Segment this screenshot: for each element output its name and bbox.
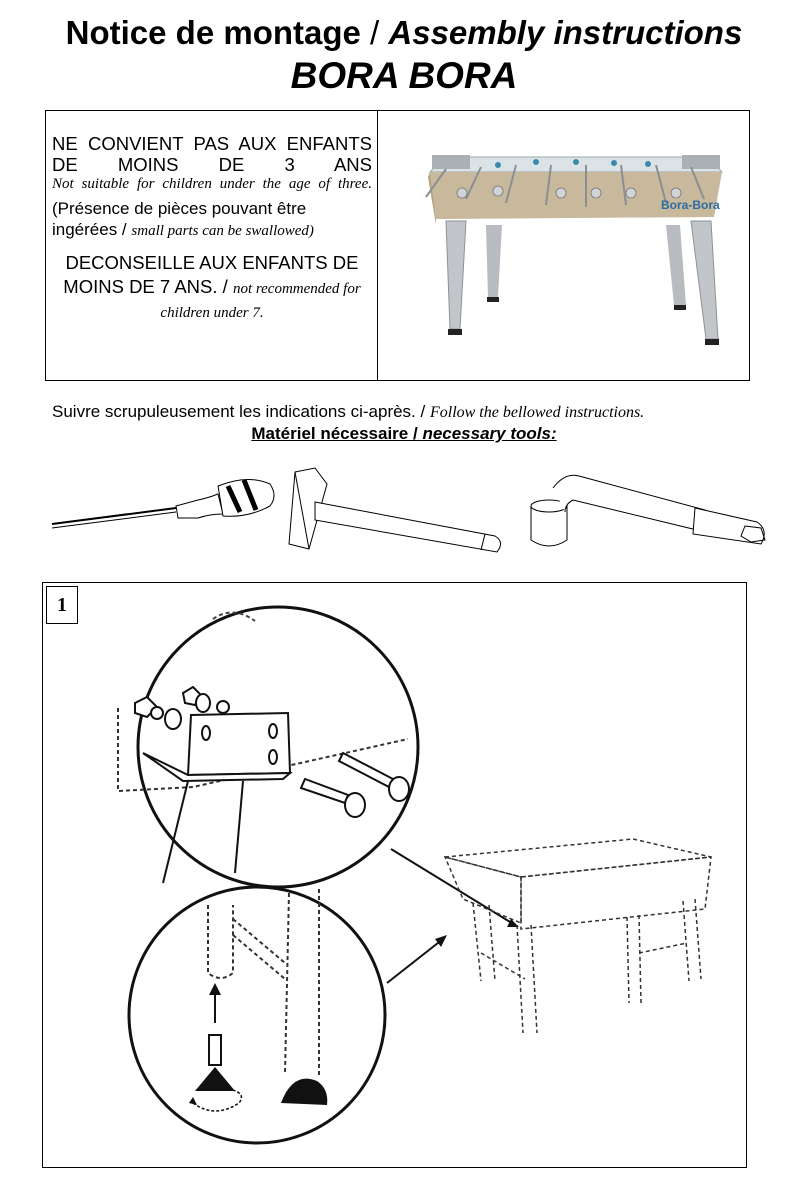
title-separator: / bbox=[370, 14, 380, 51]
socket-wrench-icon bbox=[525, 466, 775, 556]
leg-front-right bbox=[691, 221, 718, 339]
warning-parts bbox=[52, 198, 372, 241]
table-brand-label: Bora-Bora bbox=[661, 198, 720, 212]
step-1-box bbox=[42, 582, 747, 1168]
goal-right bbox=[682, 155, 720, 169]
warning-box bbox=[45, 110, 750, 381]
step-number: 1 bbox=[46, 586, 78, 624]
warning-age7-en: not recommended for children under 7. bbox=[160, 281, 361, 321]
tools-fr: Matériel nécessaire / bbox=[251, 424, 418, 443]
follow-instructions bbox=[52, 402, 644, 422]
foot-right bbox=[705, 339, 719, 345]
goal-left bbox=[432, 155, 470, 169]
title-fr: Notice de montage bbox=[65, 14, 361, 51]
warning-age3-fr: NE CONVIENT PAS AUX ENFANTS DE MOINS DE 3 ANS bbox=[52, 133, 372, 175]
follow-en: Follow the bellowed instructions. bbox=[429, 404, 645, 421]
step-1-diagram bbox=[43, 583, 746, 1167]
product-name: BORA BORA bbox=[290, 55, 518, 96]
page-title bbox=[0, 14, 808, 52]
title-en: Assembly instructions bbox=[388, 14, 743, 51]
warning-parts-fr: (Présence de pièces pouvant être ingérées / bbox=[52, 199, 307, 239]
adjustable-foot-screw bbox=[209, 1035, 221, 1065]
detail-circle-foot bbox=[129, 887, 385, 1143]
warning-text bbox=[52, 133, 372, 323]
follow-fr: Suivre scrupuleusement les indications ci-après. / bbox=[52, 402, 426, 421]
screwdriver-icon bbox=[48, 466, 278, 536]
tools-en: necessary tools: bbox=[422, 424, 557, 443]
warning-age7 bbox=[52, 251, 372, 323]
warning-parts-en: small parts can be swallowed) bbox=[131, 223, 314, 239]
foosball-table-photo bbox=[386, 117, 746, 377]
leg-back-right bbox=[666, 225, 686, 305]
tools-heading bbox=[0, 424, 808, 444]
leg-back-left bbox=[486, 225, 502, 297]
warning-age7-fr: DECONSEILLE AUX ENFANTS DE MOINS DE 7 ANS. / bbox=[63, 252, 359, 297]
foot-left bbox=[448, 329, 462, 335]
hammer-icon bbox=[285, 464, 510, 559]
leg-front-left bbox=[446, 221, 466, 329]
warning-divider bbox=[377, 111, 378, 380]
corner-bracket bbox=[188, 713, 290, 775]
table-outline bbox=[445, 839, 711, 1033]
warning-age3-en: Not suitable for children under the age of three. bbox=[52, 176, 372, 192]
